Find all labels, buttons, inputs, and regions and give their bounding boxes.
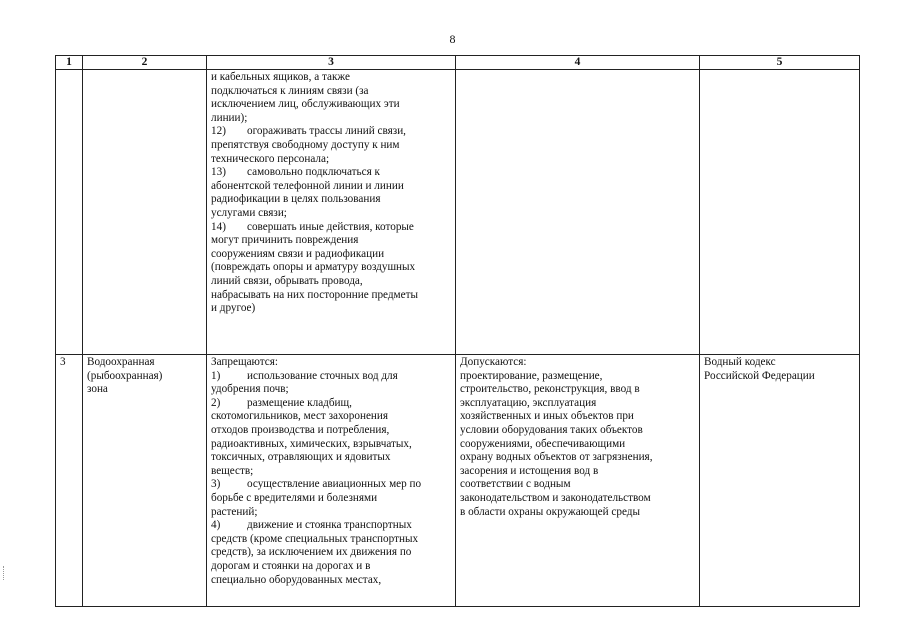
item-number: 12) (211, 125, 226, 138)
item-text: Запрещаются: (211, 356, 279, 368)
text-line (211, 356, 451, 370)
item-text: растений; (211, 505, 258, 518)
item-text: осуществление авиационных мер по (247, 478, 422, 491)
text-line (211, 261, 451, 275)
text-line (211, 506, 451, 520)
item-number: 4) (211, 519, 221, 532)
item-text: размещение кладбищ, (247, 396, 352, 409)
item-text: веществ; (211, 464, 254, 477)
item-text: использование сточных вод для (247, 369, 398, 382)
text-line: Допускаются: (460, 356, 527, 368)
restrictions-text (211, 356, 451, 587)
text-line (211, 289, 451, 303)
item-text: борьбе с вредителями и болезнями (211, 491, 378, 504)
item-number: 1) (211, 369, 221, 382)
text-line (211, 478, 451, 492)
text-line: условии оборудования таких объектов (460, 423, 643, 436)
restrictions-cell (207, 355, 456, 607)
item-text: набрасывать на них посторонние предметы (211, 288, 419, 301)
row-number-cell: 3 (56, 355, 83, 607)
item-number: 3) (211, 478, 221, 491)
item-text: токсичных, отравляющих и ядовитых (211, 451, 391, 464)
column-header-3: 3 (207, 56, 456, 70)
text-line (211, 234, 451, 248)
scan-edge-mark (3, 566, 5, 580)
text-line: проектирование, размещение, (460, 369, 603, 382)
item-text: подключаться к линиям связи (за (211, 84, 369, 97)
text-line (211, 492, 451, 506)
text-line (211, 370, 451, 384)
text-line (211, 153, 451, 167)
text-line (211, 410, 451, 424)
row-number-cell (56, 70, 83, 355)
table-header-row (56, 56, 860, 70)
text-line (211, 519, 451, 533)
table-row (56, 70, 860, 355)
text-line (211, 546, 451, 560)
text-line (211, 465, 451, 479)
text-line (211, 71, 451, 85)
item-text: услугами связи; (211, 206, 287, 219)
permissions-cell (456, 70, 700, 355)
text-line (211, 438, 451, 452)
column-header-1: 1 (56, 56, 83, 70)
permissions-cell (456, 355, 700, 607)
item-text: (повреждать опоры и арматуру воздушных (211, 261, 416, 274)
text-line (211, 574, 451, 588)
text-line: зона (87, 383, 108, 396)
column-header-5: 5 (700, 56, 860, 70)
legal-basis-cell (700, 70, 860, 355)
item-text: и кабельных ящиков, а также (211, 71, 350, 83)
item-text: средств (кроме специальных транспортных (211, 532, 419, 545)
zone-name-cell (83, 355, 207, 607)
text-line: сооружениями, обеспечивающими (460, 437, 626, 450)
text-line (211, 560, 451, 574)
item-text: огораживать трассы линий связи, (247, 125, 406, 138)
text-line (211, 383, 451, 397)
item-text: дорогам и стоянки на дорогах и в (211, 559, 371, 572)
item-text: радиофикации в целях пользования (211, 193, 381, 206)
permissions-text (460, 356, 695, 519)
text-line (211, 248, 451, 262)
text-line: соответствии с водным (460, 478, 571, 491)
page-number: 8 (449, 32, 456, 46)
item-text: препятствуя свободному доступу к ним (211, 138, 400, 151)
item-number: 2) (211, 396, 221, 409)
legal-basis-text (704, 356, 855, 383)
item-text: и другое) (211, 302, 256, 315)
restrictions-text (211, 71, 451, 316)
text-line: строительство, реконструкция, ввод в (460, 383, 640, 396)
text-line: засорения и истощения вод в (460, 464, 599, 477)
column-header-2: 2 (83, 56, 207, 70)
text-line (211, 397, 451, 411)
text-line (211, 98, 451, 112)
text-line (211, 207, 451, 221)
text-line: (рыбоохранная) (87, 369, 163, 382)
text-line: в области охраны окружающей среды (460, 505, 640, 518)
item-text: радиоактивных, химических, взрывчатых, (211, 437, 412, 450)
item-text: могут причинить повреждения (211, 234, 359, 247)
text-line (211, 424, 451, 438)
item-text: сооружениям связи и радиофикации (211, 247, 385, 260)
text-line (211, 112, 451, 126)
text-line (211, 166, 451, 180)
text-line (211, 451, 451, 465)
legal-basis-cell (700, 355, 860, 607)
item-text: движение и стоянка транспортных (247, 519, 412, 532)
text-line: охрану водных объектов от загрязнения, (460, 451, 653, 464)
text-line: законодательством и законодательством (460, 491, 651, 504)
text-line (211, 180, 451, 194)
item-text: технического персонала; (211, 152, 330, 165)
item-text: исключением лиц, обслуживающих эти (211, 98, 400, 111)
text-line (211, 275, 451, 289)
text-line: эксплуатацию, эксплуатация (460, 396, 597, 409)
text-line (211, 125, 451, 139)
zone-name-cell (83, 70, 207, 355)
text-line: Водный кодекс (704, 356, 776, 368)
text-line (211, 302, 451, 316)
item-text: средств), за исключением их движения по (211, 546, 412, 559)
text-line (211, 221, 451, 235)
column-header-4: 4 (456, 56, 700, 70)
text-line (211, 193, 451, 207)
item-text: удобрения почв; (211, 383, 289, 396)
item-text: самовольно подключаться к (247, 166, 380, 179)
text-line: Водоохранная (87, 356, 155, 368)
item-text: специально оборудованных местах, (211, 573, 382, 586)
table-row (56, 355, 860, 607)
item-text: скотомогильников, мест захоронения (211, 410, 389, 423)
item-number: 14) (211, 220, 226, 233)
item-number: 13) (211, 166, 226, 179)
item-text: линии); (211, 111, 248, 124)
regulations-table (55, 55, 860, 607)
zone-name-text (87, 356, 202, 397)
text-line: хозяйственных и иных объектов при (460, 410, 634, 423)
text-line: Российской Федерации (704, 369, 815, 382)
item-text: линий связи, обрывать провода, (211, 274, 363, 287)
restrictions-cell (207, 70, 456, 355)
item-text: совершать иные действия, которые (247, 220, 414, 233)
item-text: абонентской телефонной линии и линии (211, 179, 404, 192)
item-text: отходов производства и потребления, (211, 423, 390, 436)
text-line (211, 533, 451, 547)
text-line (211, 85, 451, 99)
text-line (211, 139, 451, 153)
